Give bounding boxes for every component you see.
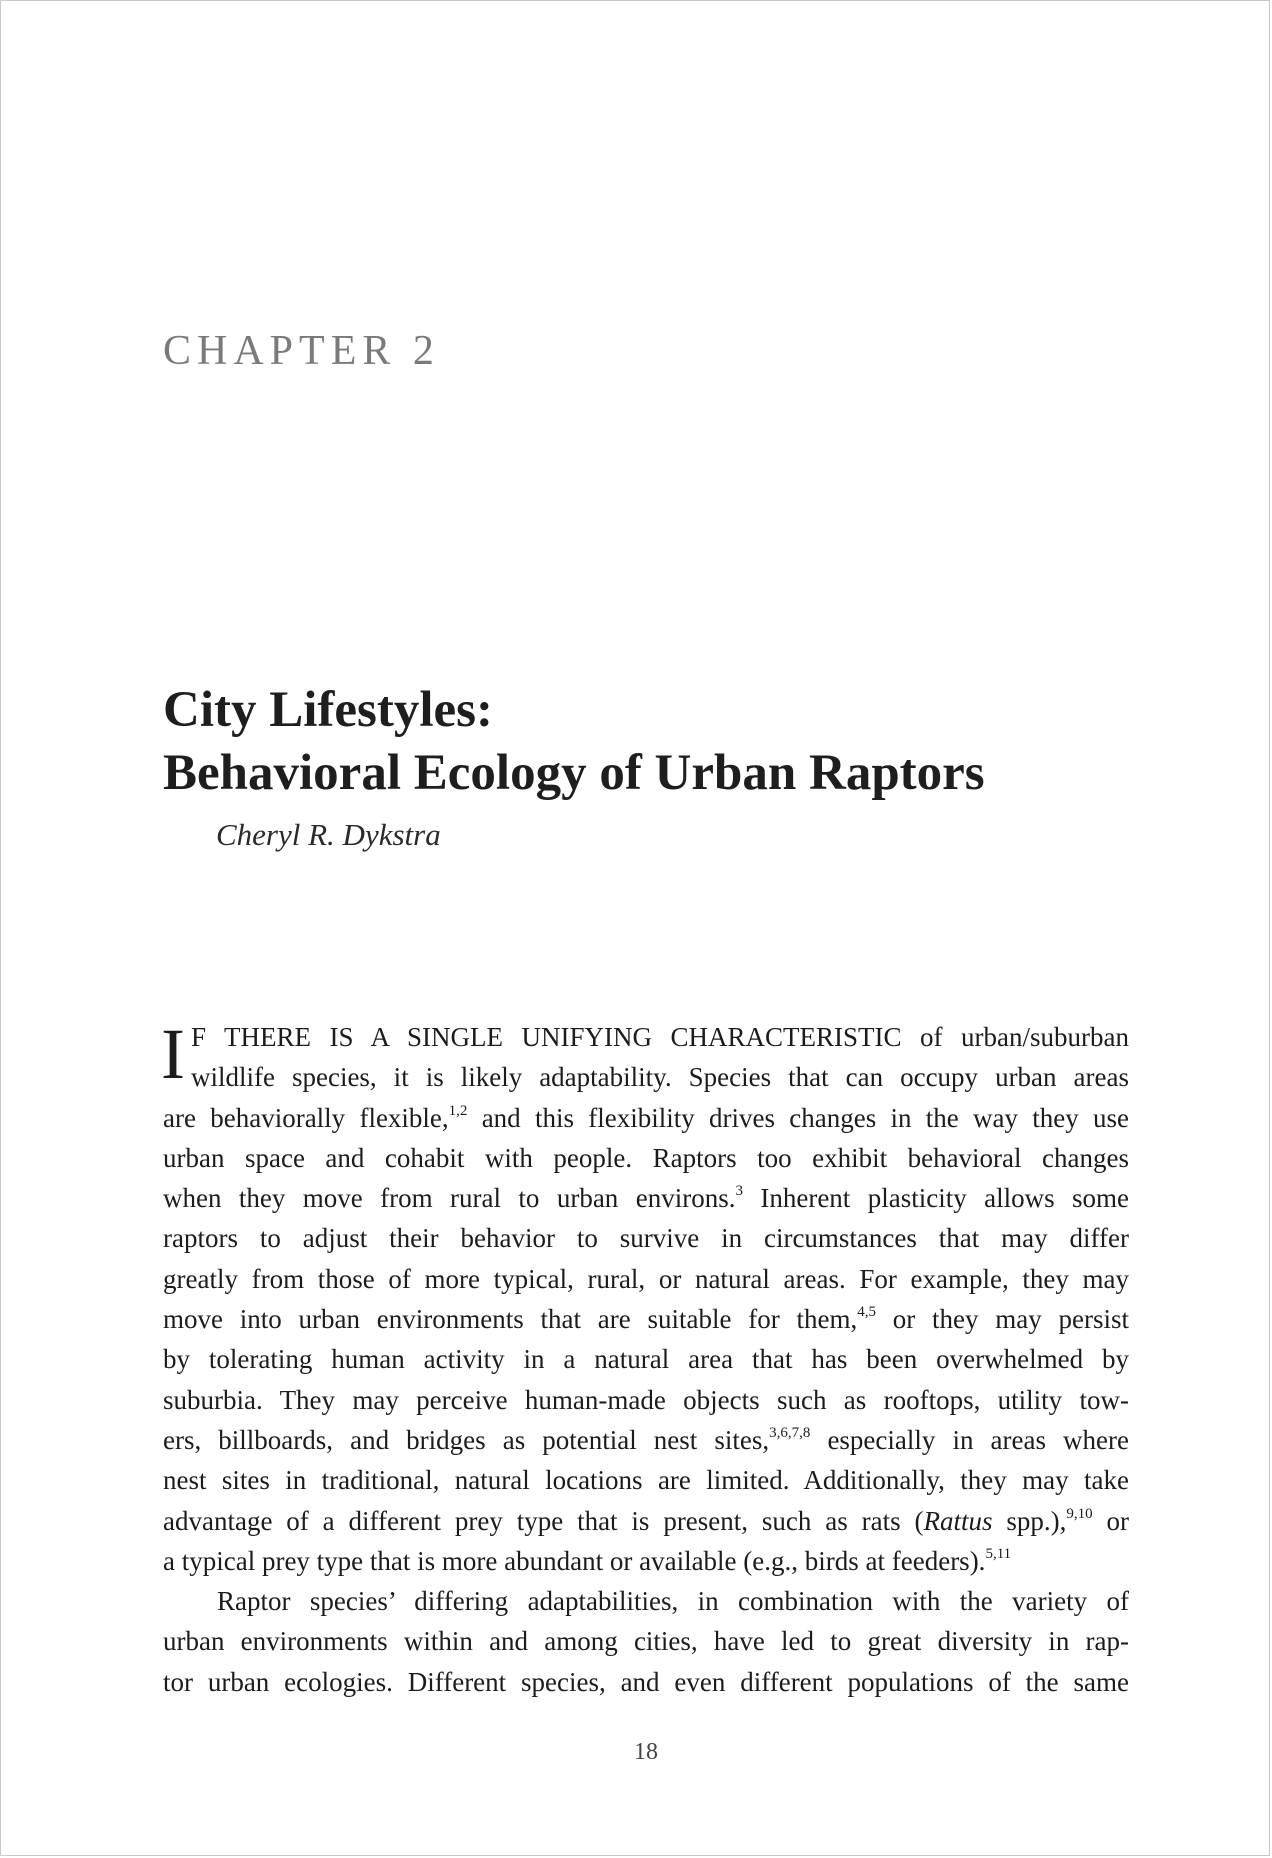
text-line: a typical prey type that is more abundant or available (e.g., birds at feeders).$^{5,11}$ <box>163 1545 1012 1576</box>
text-line: nest sites in traditional, natural locations are limited. Additionally, they may take <box>163 1465 1129 1496</box>
footnote-ref: 4,5 <box>857 1304 876 1321</box>
chapter-title-line-2: Behavioral Ecology of Urban Raptors <box>163 745 985 801</box>
text-line: wildlife species, it is likely adaptability. Species that can occupy urban areas <box>190 1062 1129 1093</box>
text-line: when they move from rural to urban environs.$^3$ Inherent plasticity allows some <box>163 1183 1129 1214</box>
footnote-ref: 5,11 <box>985 1545 1012 1562</box>
text-line: are behaviorally flexible,$^{1,2}$ and this flexibility drives changes in the way they use <box>163 1102 1129 1133</box>
chapter-title <box>163 679 985 805</box>
paragraph-2 <box>163 1581 1129 1702</box>
footnote-ref: 3 <box>735 1183 743 1200</box>
author-name: Cheryl R. Dykstra <box>216 817 441 852</box>
text-line: urban environments within and among cities, have led to great diversity in rap- <box>163 1626 1129 1657</box>
text-line: F THERE IS A SINGLE UNIFYING CHARACTERISTIC of urban/suburban <box>190 1022 1130 1052</box>
footnote-ref: 1,2 <box>448 1102 468 1119</box>
italic-genus: Rattus <box>923 1505 993 1536</box>
text-line: suburbia. They may perceive human-made objects such as rooftops, utility tow- <box>163 1384 1129 1415</box>
text-line: Raptor species’ differing adaptabilities, in combination with the variety of <box>217 1586 1129 1617</box>
text-line: by tolerating human activity in a natural area that has been overwhelmed by <box>163 1344 1129 1375</box>
text-line: move into urban environments that are suitable for them,$^{4,5}$ or they may persist <box>163 1304 1129 1335</box>
drop-cap: I <box>161 1014 185 1094</box>
body-text <box>161 1014 1130 1702</box>
footnote-ref: 9,10 <box>1066 1505 1093 1522</box>
text-line: urban space and cohabit with people. Raptors too exhibit behavioral changes <box>163 1142 1129 1173</box>
text-line: raptors to adjust their behavior to survive in circumstances that may differ <box>163 1223 1129 1254</box>
text-line: advantage of a different prey type that is present, such as rats (Rattus spp.),$^{9,10}$ or <box>163 1505 1130 1536</box>
lead-in-caps: F THERE IS A SINGLE UNIFYING CHARACTERISTIC <box>190 1022 902 1052</box>
chapter-title-line-1: City Lifestyles: <box>163 682 494 738</box>
page-number: 18 <box>634 1739 658 1765</box>
footnote-ref: 3,6,7,8 <box>769 1424 811 1441</box>
text-line: ers, billboards, and bridges as potential nest sites,$^{3,6,7,8}$ especially in areas where <box>163 1424 1129 1455</box>
chapter-label: CHAPTER 2 <box>163 328 440 374</box>
text-line: tor urban ecologies. Different species, and even different populations of the same <box>163 1666 1129 1697</box>
paragraph-1 <box>161 1014 1130 1581</box>
text-line: greatly from those of more typical, rural, or natural areas. For example, they may <box>163 1263 1129 1294</box>
